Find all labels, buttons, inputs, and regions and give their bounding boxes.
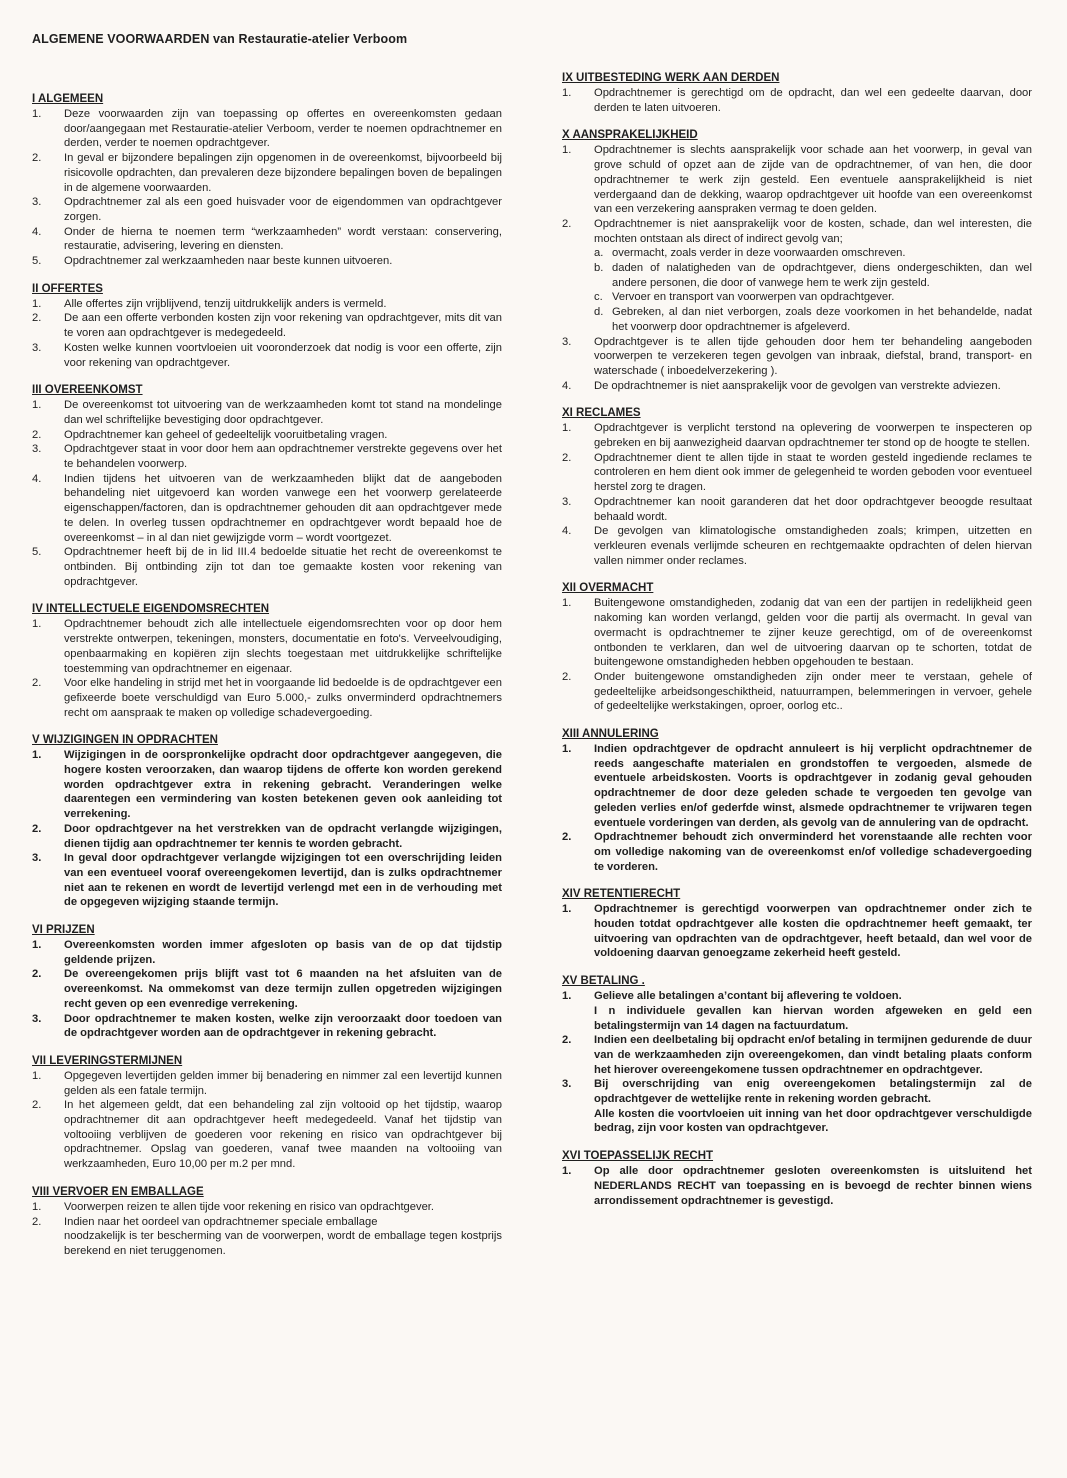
section-heading: XV BETALING .: [562, 975, 645, 988]
section: [32, 602, 502, 720]
clause-number: 2.: [562, 217, 572, 230]
clause-number: 3.: [562, 495, 572, 508]
clause: [562, 451, 1032, 495]
clause-number: 1.: [32, 939, 42, 952]
clause-text: Indien een deelbetaling bij opdracht en/of betaling in termijnen gedurende de duur van de werkzaamheden zijn overeengekomen, dan vindt betaling plaats conform het hierover overeengekomene tussen opdrachtnemer en opdrachtgever.: [594, 1034, 1032, 1076]
clause-text: Bij overschrijding van enig overeengekomen betalingstermijn zal de opdrachtgever de wettelijke rente in rekening worden gebracht.: [594, 1078, 1032, 1106]
clause: [32, 428, 502, 443]
clause-text: In het algemeen geldt, dat een behandeling zal zijn voltooid op het tijdstip, waarop opdrachtnemer dit aan opdrachtgever heeft medegedeeld. Vanaf het tijdstip van voltooiing verblijven de goederen voor rekening en risico van opdrachtgever bij opdrachtnemer. Opslag van goederen, vanaf twee maanden na voltooiing van werkzaamheden, Euro 10,00 per m.2 per mnd.: [64, 1099, 502, 1171]
section: [562, 128, 1032, 393]
clause-number: 1.: [32, 749, 42, 762]
clause-number: 1.: [32, 618, 42, 631]
section: [32, 923, 502, 1041]
clause-number: 2.: [32, 968, 42, 981]
clause: [32, 151, 502, 195]
section-heading: XIII ANNULERING: [562, 728, 659, 741]
clause-text: De gevolgen van klimatologische omstandigheden zoals; krimpen, uitzetten en verkleuren evenals verlijmde scheuren en rechtgemaakte opdrachten of delen hiervan vallen nimmer onder reclames.: [594, 525, 1032, 567]
clause-text: Opdrachtnemer is gerechtigd om de opdracht, dan wel een gedeelte daarvan, door derden te laten uitvoeren.: [594, 87, 1032, 114]
section-heading: II OFFERTES: [32, 282, 103, 295]
clause-continuation: I n individuele gevallen kan hiervan worden afgeweken en geld een betalingstermijn van 14 dagen na factuurdatum.: [594, 1004, 1032, 1032]
clause: [562, 495, 1032, 524]
section: [32, 1185, 502, 1259]
right-column: [562, 71, 1032, 1221]
clause-number: 3.: [32, 1012, 42, 1025]
clause: [562, 421, 1032, 450]
section-heading: XIV RETENTIERECHT: [562, 888, 681, 901]
clause-number: 1.: [562, 743, 572, 756]
document-title: ALGEMENE VOORWAARDEN van Restauratie-atelier Verboom: [32, 32, 408, 46]
clause-text: Opdrachtgever staat in voor door hem aan opdrachtnemer verstrekte gegevens over het te behandelen voorwerp.: [64, 443, 502, 471]
clause-number: 2.: [32, 152, 42, 165]
clause-number: 4.: [562, 379, 572, 392]
clause: [562, 989, 1032, 1004]
clause-number: 1.: [32, 108, 42, 120]
clause-text: Door opdrachtnemer te maken kosten, welke zijn veroorzaakt door toedoen van de opdrachtgever worden aan de opdrachtgever in rekening gebracht.: [64, 1012, 502, 1040]
clause: [32, 676, 502, 720]
section: [32, 282, 502, 371]
sub-clause: [562, 246, 1032, 261]
section-heading: VI PRIJZEN: [32, 924, 95, 937]
clause-number: 1.: [562, 87, 572, 99]
clause: [562, 217, 1032, 246]
clause: [32, 472, 502, 546]
clause: [32, 1215, 502, 1230]
clause-text: Indien naar het oordeel van opdrachtnemer speciale emballage: [64, 1215, 378, 1228]
clause-text: Opdrachtnemer behoudt zich alle intellectuele eigendomsrechten voor op door hem verstrekte ontwerpen, tekeningen, monsters, documentatie en foto's. Verveelvoudiging, openbaarmaking en kopiëren zijn slechts toegestaan met uitdrukkelijke schriftelijke toestemming van opdrachtnemer en eigenaar.: [64, 618, 502, 675]
sub-clause-letter: b.: [594, 262, 604, 275]
clause-number: 1.: [562, 597, 572, 610]
clause-number: 2.: [32, 428, 42, 441]
clause: [32, 1200, 502, 1215]
clause-text: Opdrachtnemer heeft bij de in lid III.4 bedoelde situatie het recht de overeenkomst te ontbinden. Bij ontbinding zijn tot dan toe gemaakte kosten voor rekening van opdrachtgever.: [64, 546, 502, 588]
clause-text: Alle offertes zijn vrijblijvend, tenzij uitdrukkelijk anders is vermeld.: [64, 297, 387, 310]
clause-number: 1.: [562, 144, 572, 157]
section-heading: X AANSPRAKELIJKHEID: [562, 129, 698, 142]
clause: [32, 297, 502, 312]
section-heading: III OVEREENKOMST: [32, 384, 143, 397]
section: [562, 727, 1032, 874]
clause-number: 2.: [562, 670, 572, 683]
clause: [562, 1077, 1032, 1106]
sub-clause-letter: a.: [594, 247, 604, 260]
clause: [32, 442, 502, 471]
clause: [562, 1164, 1032, 1208]
clause: [32, 748, 502, 822]
clause-number: 1.: [32, 1200, 42, 1213]
clause-number: 3.: [562, 335, 572, 348]
clause-text: Opdrachtnemer is slechts aansprakelijk voor schade aan het voorwerp, in geval van grove schuld of opzet aan de zijde van de opdrachtnemer, of van hen, die door opdrachtnemer te werk zijn gesteld. Een eventuele aansprakelijkheid is niet verdergaand dan de dekking, waarop opdrachtgever uit hoofde van een overeenkomst van een verzekering aanspraken vermag te doen gelden.: [594, 144, 1032, 216]
clause-continuation: noodzakelijk is ter bescherming van de voorwerpen, wordt de emballage tegen kostprijs berekend en niet teruggenomen.: [64, 1230, 502, 1257]
clause-number: 2.: [32, 1215, 42, 1228]
sub-clause-text: overmacht, zoals verder in deze voorwaarden omschreven.: [612, 247, 906, 260]
clause: [562, 670, 1032, 714]
clause-text: Opdrachtnemer is gerechtigd voorwerpen van opdrachtnemer onder zich te houden totdat opdrachtgever alle kosten die opdrachtnemer heeft gemaakt, ter uitvoering van opdrachten van de opdrachtgever, heeft betaald, dan wel voor de voldoening daarvan genoegzame zekerheid heeft gesteld.: [594, 903, 1032, 960]
clause-number: 1.: [562, 903, 572, 916]
section-heading: VIII VERVOER EN EMBALLAGE: [32, 1185, 204, 1198]
clause: [32, 254, 502, 269]
clause-text: Indien tijdens het uitvoeren van de werkzaamheden blijkt dat de aangeboden behandeling niet uitgevoerd kan worden vanwege een het voorwerp gerelateerde eigenschappen/factoren, dan is opdrachtnemer gehouden dit aan opdrachtgever mede te delen. In overleg tussen opdrachtnemer en opdrachtgever wordt bepaald hoe de overeenkomst – in al dan niet gewijzigde vorm – wordt voortgezet.: [64, 472, 502, 544]
clause-text: Onder de hierna te noemen term “werkzaamheden” wordt verstaan: conservering, restauratie, advisering, levering en diensten.: [64, 225, 502, 253]
section: [32, 1054, 502, 1172]
clause-text: Kosten welke kunnen voortvloeien uit vooronderzoek dat nodig is voor een offerte, zijn voor rekening van opdrachtgever.: [64, 341, 502, 369]
clause: [562, 1033, 1032, 1077]
clause-text: Opdrachtnemer behoudt zich onverminderd het vorenstaande alle rechten voor om volledige nakoming van de overeenkomst en/of volledige schadevergoeding te vorderen.: [594, 831, 1032, 873]
clause-number: 2.: [32, 1099, 42, 1112]
section: [32, 383, 502, 589]
clause-text: Deze voorwaarden zijn van toepassing op offertes en overeenkomsten gedaan door/aangegaan met Restauratie-atelier Verboom, verder te noemen opdrachtnemer en derden, verder te noemen opdrachtgever.: [64, 108, 502, 150]
clause-text: Wijzigingen in de oorspronkelijke opdracht door opdrachtgever aangegeven, die hogere kosten veroorzaken, dan waarop tijdens de offerte kon worden gerekend worden opdrachtgever extra in rekening gebracht. Veranderingen welke daarentegen een vermindering van kosten betekenen geven ook aanleiding tot verrekening.: [64, 749, 502, 821]
clause-number: 1.: [562, 422, 572, 435]
section-heading: V WIJZIGINGEN IN OPDRACHTEN: [32, 734, 218, 747]
clause: [562, 379, 1032, 394]
section: [562, 581, 1032, 714]
section: [562, 406, 1032, 568]
clause: [562, 86, 1032, 115]
sub-clause-text: Vervoer en transport van voorwerpen van opdrachtgever.: [612, 291, 895, 304]
clause: [32, 1012, 502, 1041]
clause-text: In geval door opdrachtgever verlangde wijzigingen tot een overschrijding leiden van een eventueel vooraf overeengekomen levertijd, dan is zulks opdrachtnemer niet aan te rekenen en wordt de levertijd verlengd met een in de verhouding met de opgegeven wijziging staande termijn.: [64, 852, 502, 909]
clause-number: 3.: [32, 341, 42, 354]
clause: [32, 967, 502, 1011]
clause-number: 1.: [562, 990, 572, 1003]
clause-text: Onder buitengewone omstandigheden zijn onder meer te verstaan, gehele of gedeeltelijke arbeidsongeschiktheid, natuurrampen, belemmeringen in vervoer, gehele of gedeeltelijke werkstakingen, oproer, oorlog etc..: [594, 670, 1032, 713]
clause-text: Indien opdrachtgever de opdracht annuleert is hij verplicht opdrachtnemer de reeds aangeschafte materialen en grondstoffen te vergoeden, alsmede de eventuele arbeidskosten. Voorts is opdrachtgever in zodanig geval gehouden opdrachtnemer de door deze geleden schade te vergoeden ten gevolge van geleden verlies en/of gederfde winst, alsmede opdrachtnemer te vrijwaren tegen eventuele vorderingen van derden, als gevolg van de annulering van de opdracht.: [594, 743, 1032, 829]
section-heading: IX UITBESTEDING WERK AAN DERDEN: [562, 72, 780, 84]
clause-text: Door opdrachtgever na het verstrekken van de opdracht verlangde wijzigingen, dienen tijdig aan opdrachtnemer ter kennis te worden gebracht.: [64, 822, 502, 850]
section-heading: IV INTELLECTUELE EIGENDOMSRECHTEN: [32, 603, 270, 616]
section: [562, 887, 1032, 961]
clause-number: 5.: [32, 546, 42, 559]
section: [562, 974, 1032, 1136]
clause-text: In geval er bijzondere bepalingen zijn opgenomen in de overeenkomst, bijvoorbeeld bij risicovolle opdrachten, dan prevaleren deze bijzondere bepalingen boven de bepalingen in de algemene voorwaarden.: [64, 152, 502, 194]
clause-number: 2.: [32, 822, 42, 835]
clause-number: 3.: [32, 443, 42, 456]
clause-number: 3.: [32, 852, 42, 865]
clause-number: 2.: [562, 1034, 572, 1047]
clause-number: 1.: [32, 399, 42, 412]
section-heading: XI RECLAMES: [562, 407, 641, 420]
clause: [562, 830, 1032, 874]
sub-clause-text: Gebreken, al dan niet verborgen, zoals deze voorkomen in het behandelde, nadat het voorwerp door opdrachtnemer is afgeleverd.: [612, 306, 1032, 333]
clause-text: Opdrachtnemer zal als een goed huisvader voor de eigendommen van opdrachtgever zorgen.: [64, 196, 502, 223]
clause: [562, 742, 1032, 830]
clause: [32, 225, 502, 254]
clause: [32, 341, 502, 370]
clause-text: Opdrachtnemer is niet aansprakelijk voor de kosten, schade, dan wel interesten, die mochten ontstaan als direct of indirect gevolg van;: [594, 217, 1032, 245]
clause-number: 1.: [32, 297, 42, 310]
clause-number: 3.: [562, 1078, 572, 1091]
section-heading: VII LEVERINGSTERMIJNEN: [32, 1054, 183, 1067]
clause: [32, 617, 502, 676]
clause-text: De overeenkomst tot uitvoering van de werkzaamheden komt tot stand na mondelinge dan wel schriftelijke bevestiging door opdrachtgever.: [64, 399, 502, 426]
clause-text: De overeengekomen prijs blijft vast tot 6 maanden na het afsluiten van de overeenkomst. Na ommekomst van deze termijn zullen opgetreden wijzigingen recht geven op een evenredige verrekening.: [64, 968, 502, 1010]
clause: [32, 822, 502, 851]
clause-text: De opdrachtnemer is niet aansprakelijk voor de gevolgen van verstrekte adviezen.: [594, 379, 1001, 392]
section-heading: XII OVERMACHT: [562, 582, 654, 595]
section: [562, 1149, 1032, 1208]
clause: [32, 1069, 502, 1098]
clause-number: 4.: [32, 225, 42, 238]
clause-text: Opdrachtgever is verplicht terstond na oplevering de voorwerpen te inspecteren op gebreken en bij aanwezigheid daarvan opdrachtnemer ter stond op de hoogte te stellen.: [594, 422, 1032, 450]
clause: [32, 545, 502, 589]
clause-number: 2.: [32, 312, 42, 325]
clause-text: De aan een offerte verbonden kosten zijn voor rekening van opdrachtgever, mits dit van te voren aan opdrachtgever is medegedeeld.: [64, 312, 502, 340]
sub-clause-text: daden of nalatigheden van de opdrachtgever, diens ondergeschikten, dan wel andere personen, die door of vanwege hem te werk zijn gesteld.: [612, 262, 1032, 289]
clause-number: 2.: [562, 451, 572, 464]
section-heading: XVI TOEPASSELIJK RECHT: [562, 1150, 714, 1163]
clause-continuation: Alle kosten die voortvloeien uit inning van het door opdrachtgever verschuldigde bedrag, zijn voor kosten van opdrachtgever.: [594, 1107, 1032, 1135]
sub-clause-letter: d.: [594, 306, 604, 319]
clause-text: Opdrachtnemer kan nooit garanderen dat het door opdrachtgever beoogde resultaat behaald wordt.: [594, 495, 1032, 523]
clause-text: Opdrachtnemer zal werkzaamheden naar beste kunnen uitvoeren.: [64, 255, 393, 268]
clause-text: Voorwerpen reizen te allen tijde voor rekening en risico van opdrachtgever.: [64, 1200, 435, 1213]
sub-clause-letter: c.: [594, 291, 603, 304]
sub-clause: [562, 305, 1032, 334]
clause-number: 3.: [32, 196, 42, 209]
clause-text: Op alle door opdrachtnemer gesloten overeenkomsten is uitsluitend het NEDERLANDS RECHT van toepassing en is bevoegd de rechter binnen wiens arrondissement opdrachtnemer is gevestigd.: [594, 1165, 1032, 1207]
clause: [32, 398, 502, 427]
clause-number: 1.: [562, 1165, 572, 1178]
clause-text: Opdrachtgever is te allen tijde gehouden door hem ter behandeling aangeboden voorwerpen te verzekeren tegen gevolgen van inbraak, diefstal, brand, transport- en waterschade ( inboedelverzekering ).: [594, 335, 1032, 377]
clause-number: 2.: [32, 677, 42, 690]
clause-number: 1.: [32, 1069, 42, 1082]
clause: [32, 311, 502, 340]
clause-text: Voor elke handeling in strijd met het in voorgaande lid bedoelde is de opdrachtgever een gefixeerde boete verschuldigd van Euro 5.000,- zulks onverminderd opdrachtnemers recht om aanspraak te maken op volledige schadevergoeding.: [64, 677, 502, 719]
clause: [562, 524, 1032, 568]
sub-clause: [562, 261, 1032, 290]
section: [32, 733, 502, 910]
clause-number: 4.: [32, 472, 42, 485]
section-heading: I ALGEMEEN: [32, 93, 104, 105]
section: [32, 92, 502, 269]
clause-number: 4.: [562, 525, 572, 538]
clause: [562, 596, 1032, 670]
sub-clause: [562, 290, 1032, 305]
clause: [32, 107, 502, 151]
clause: [562, 902, 1032, 961]
clause: [562, 143, 1032, 217]
clause: [32, 1098, 502, 1172]
clause-text: Gelieve alle betalingen a’contant bij aflevering te voldoen.: [594, 990, 902, 1003]
clause-text: Overeenkomsten worden immer afgesloten op basis van de op dat tijdstip geldende prijzen.: [64, 939, 502, 966]
clause: [32, 851, 502, 910]
clause-number: 2.: [562, 831, 572, 844]
left-column: [32, 92, 502, 1272]
clause: [32, 195, 502, 224]
clause: [32, 938, 502, 967]
clause: [562, 335, 1032, 379]
clause-text: Opgegeven levertijden gelden immer bij benadering en nimmer zal een levertijd kunnen gelden als een fatale termijn.: [64, 1069, 502, 1097]
clause-text: Buitengewone omstandigheden, zodanig dat van een der partijen in redelijkheid geen nakoming kan worden verlangd, gelden voor die partij als overmacht. In geval van overmacht is opdrachtnemer te zijner keuze gerechtigd, om of de overeenkomst ontbonden te verklaren, dan wel de uitvoering daarvan op te schorten, totdat de buitengewone omstandigheden hebben opgehouden te bestaan.: [594, 597, 1032, 669]
clause-number: 5.: [32, 255, 42, 268]
clause-text: Opdrachtnemer dient te allen tijde in staat te worden gesteld ingediende reclames te controleren en hem dient ook immer de gelegenheid te worden geboden voor eventueel herstel zorg te dragen.: [594, 451, 1032, 494]
section: [562, 71, 1032, 115]
clause-text: Opdrachtnemer kan geheel of gedeeltelijk vooruitbetaling vragen.: [64, 428, 388, 441]
